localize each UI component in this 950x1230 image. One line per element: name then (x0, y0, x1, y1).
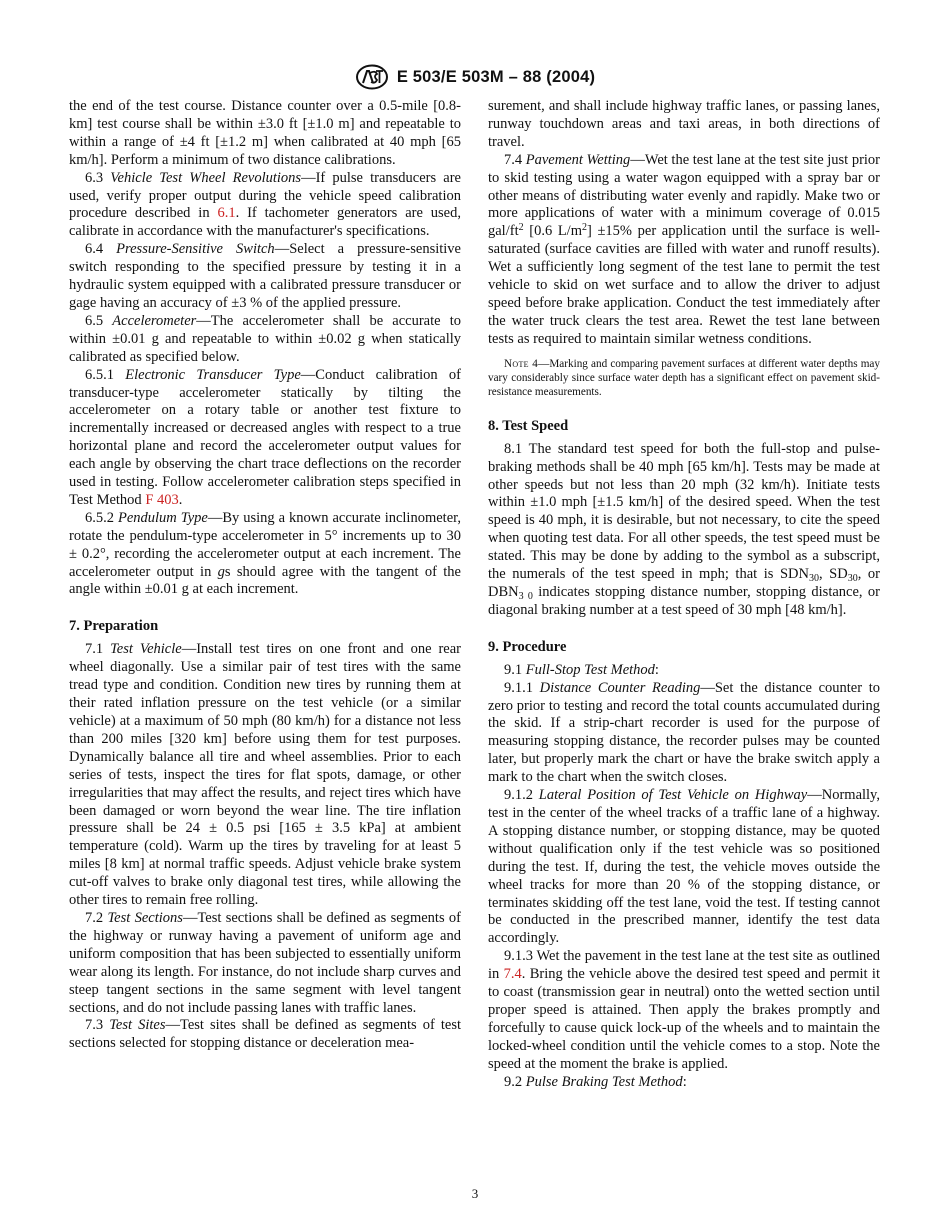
right-column (488, 98, 880, 1092)
section-text: , SD (818, 566, 848, 583)
section-6-4 (69, 241, 461, 313)
section-title: Pressure-Sensitive Switch (116, 241, 275, 258)
section-text: —Test sections shall be defined as segments of the highway or runway having a pavement of uniform age and uniform composition that has been subjected to essentially uniform wear along its length. For instance, do not include sharp curves and steep tangent sections in the same segment with level tangent sections, and do not include passing lanes with traffic lanes. (69, 909, 461, 1016)
astm-logo-icon (355, 64, 389, 90)
italic-g: g (217, 563, 225, 580)
section-title: Lateral Position of Test Vehicle on Highway (538, 787, 808, 804)
paragraph-continued: the end of the test course. Distance counter over a 0.5-mile [0.8-km] test course shall be within ±3.0 ft [±1.0 m] and repeatable to within a range of ±4 ft [±1.2 m] when calibrated at 40 mph [65 km/h]. Perform a minimum of two distance calibrations. (69, 98, 461, 168)
section-text: —Test sites shall be defined as segments of test sections selected for stopping distance or deceleration mea- (69, 1017, 461, 1052)
section-text: —Conduct calibration of transducer-type accelerometer statically by tilting the accelerometer on a rotary table or another test fixture to incrementally increased or decreased angles with respect to a true horizontal plane and record the accelerometer output values for each angle by observing the chart trace deflections on the recorder used in testing. Follow accelerometer calibration steps specified in Test Method (69, 366, 461, 508)
section-text: —If pulse transducers are used, verify proper output during the vehicle speed calibration procedure described in (69, 169, 461, 222)
note-label: Note 4 (504, 357, 539, 370)
left-column (69, 98, 461, 1053)
section-text: : (654, 661, 659, 678)
section-9-1-3 (488, 948, 880, 1073)
section-title: Pendulum Type (117, 509, 208, 526)
section-number: 9.1 (504, 661, 523, 678)
section-7-1 (69, 641, 461, 910)
heading-test-speed: 8. Test Speed (488, 417, 569, 434)
superscript: 2 (518, 222, 524, 234)
heading-preparation: 7. Preparation (69, 618, 159, 635)
heading-procedure: 9. Procedure (488, 638, 567, 655)
section-text: The standard test speed for both the full-stop and pulse-braking methods shall be 40 mph [65 km/h]. Tests may be made at other speeds but not less than 20 mph (32 km/h). Initiate tests within ±1.0 mph [±1.5 km/h] of the desired speed. When the test speed is 40 mph, it is desirable, but not necessary, to cite the speed when quoting test data. For all other speeds, the test speed must be stated. This may be done by adding to the symbol as a subscript, the numerals of the test speed in mph; that is SDN (488, 440, 880, 583)
section-6-5 (69, 313, 461, 367)
section-title: Distance Counter Reading (539, 679, 701, 696)
superscript: 2 (582, 222, 587, 234)
section-number: 6.5.1 (85, 366, 114, 383)
note-4 (488, 357, 880, 399)
section-title: Test Vehicle (110, 641, 182, 658)
section-title: Pavement Wetting (525, 151, 631, 168)
section-number: 7.3 (85, 1017, 104, 1034)
section-title: Test Sites (109, 1017, 166, 1034)
section-text: . (178, 491, 183, 508)
section-6-5-2 (69, 510, 461, 600)
section-7-4 (488, 152, 880, 349)
section-7-3 (69, 1017, 461, 1053)
section-number: 9.2 (504, 1073, 523, 1090)
section-link-7-4[interactable]: 7.4 (503, 966, 522, 983)
section-text: ] ±15% per application until the surface is well-saturated (surface cavities are filled with water and runoff results). Wet a sufficiently long segment of the test lane to permit the test vehicle to skid on wet surface and to allow the driver to adjust speed before brake application. Conduct the test immediately after the water truck clears the test area. Rewet the test lane between tests as required to maintain similar wetness conditions. (488, 223, 880, 347)
document-designation: E 503/E 503M – 88 (2004) (396, 67, 596, 86)
section-number: 9.1.2 (504, 787, 533, 804)
page-header (0, 64, 950, 90)
section-7-2 (69, 910, 461, 1017)
section-text: —The accelerometer shall be accurate to within ±0.01 g and repeatable to within ±0.02 g when statically calibrated as specified below. (69, 312, 461, 365)
section-number: 9.1.1 (504, 679, 533, 696)
subscript: 3 0 (518, 590, 533, 602)
section-text: , or DBN (488, 566, 880, 600)
section-9-1-1 (488, 680, 880, 787)
section-number: 8.1 (504, 440, 523, 457)
paragraph-continued: surement, and shall include highway traffic lanes, or passing lanes, runway touchdown areas and taxi areas, in both directions of travel. (488, 98, 880, 150)
section-text: indicates stopping distance number, stopping distance, or diagonal braking number at a test speed of 30 mph [48 km/h]. (488, 583, 880, 618)
section-text: —Normally, test in the center of the wheel tracks of a traffic lane of a highway. A stopping distance number, or stopping distance, may be quoted without qualification only if the test vehicle was so positioned during the test. If, during the test, the vehicle moves outside the wheel tracks for more than 20 % of the stopping distance, or terminates skidding off the test lane, void the test. If testing cannot be conducted in the prescribed manner, identify the test data accordingly. (488, 787, 880, 947)
section-link-f403[interactable]: F 403 (145, 491, 179, 508)
subscript: 30 (847, 573, 858, 585)
section-text: —Wet the test lane at the test site just prior to skid testing using a water wagon equipped with a spray bar or other means of distributing water evenly and rapidly. Make two or more applications of water with a minimum coverage of 0.015 gal/ft (488, 151, 881, 240)
section-title: Accelerometer (112, 312, 197, 329)
section-6-3 (69, 170, 461, 242)
section-title: Vehicle Test Wheel Revolutions (110, 169, 302, 186)
section-title: Full-Stop Test Method (525, 661, 655, 678)
section-number: 9.1.3 (504, 948, 533, 965)
section-number: 7.1 (85, 641, 104, 658)
section-9-1-2 (488, 787, 880, 948)
section-text: —Install test tires on one front and one rear wheel diagonally. Use a similar pair of test tires with the same tread type and condition. Condition new tires by running them at their rated inflation pressure on the test vehicle (or a similar vehicle) at a maximum of 50 mph (80 km/h) for a distance not less than 200 miles [320 km] before using them for test purposes. Dynamically balance all tire and wheel assemblies. Prior to each series of tests, inspect the tires for flat spots, damage, or other irregularities that may affect the results, and reject tires which have been damaged or worn beyond the wear line. The tire inflation pressure shall be 24 ± 0.5 psi [165 ± 3.5 kPa] at ambient temperature (cold). Warm up the tires by traveling for at least 5 miles [8 km] at normal traffic speeds. Adjust vehicle brake system cut-off valves to brake only diagonal test tires, while allowing the other tires to remain free rolling. (69, 641, 461, 909)
note-text: —Marking and comparing pavement surfaces at different water depths may vary considerably since surface water depth has a significant effect on pavement skid-resistance measurements. (488, 357, 880, 398)
section-text: —By using a known accurate inclinometer, rotate the pendulum-type accelerometer in 5° increments up to 30 ± 0.2°, recording the accelerometer output at each increment. The accelerometer output in (69, 509, 462, 580)
section-number: 6.4 (85, 241, 104, 258)
section-title: Test Sections (107, 909, 183, 926)
section-6-5-1 (69, 367, 461, 510)
subscript: 30 (808, 573, 819, 585)
section-9-2 (488, 1074, 880, 1092)
section-text: Wet the pavement in the test lane at the test site as outlined in (488, 948, 880, 983)
section-number: 6.5 (85, 312, 104, 329)
section-text: s should agree with the tangent of the angle within ±0.01 g at each increment. (69, 563, 461, 598)
section-text: : (682, 1073, 687, 1090)
section-text: . If tachometer generators are used, calibrate in accordance with the manufacturer's specifications. (69, 205, 461, 240)
page-number: 3 (471, 1186, 479, 1201)
section-number: 6.3 (85, 169, 104, 186)
section-text: —Select a pressure-sensitive switch responding to the specified pressure by testing it in a hydraulic system equipped with a calibrated pressure transducer or gage having an accuracy of ±3 % of the applied pressure. (69, 241, 461, 311)
section-link-6-1[interactable]: 6.1 (217, 205, 236, 222)
section-number: 6.5.2 (85, 509, 114, 526)
section-text: [0.6 L/m (523, 223, 582, 240)
section-number: 7.4 (504, 151, 523, 168)
section-text: —Set the distance counter to zero prior to testing and record the total counts accumulated during the skid. If a strip-chart recorder is used for the purpose of measuring stopping distance, the recorder pulses may be counted later, but properly mark the chart or have the brake switch apply a mark to the chart when the switch closes. (488, 679, 880, 786)
section-number: 7.2 (85, 909, 104, 926)
section-9-1 (488, 662, 880, 680)
section-title: Electronic Transducer Type (125, 366, 301, 383)
section-text: . Bring the vehicle above the desired test speed and permit it to coast (transmission gear in neutral) onto the wetted section until proper speed is attained. Then apply the brakes promptly and forcefully to cause quick lock-up of the wheels and to maintain the locked-wheel condition until the vehicle comes to a stop. Note the speed at the moment the brake is applied. (488, 966, 880, 1072)
section-8-1 (488, 441, 880, 620)
section-title: Pulse Braking Test Method (525, 1073, 683, 1090)
